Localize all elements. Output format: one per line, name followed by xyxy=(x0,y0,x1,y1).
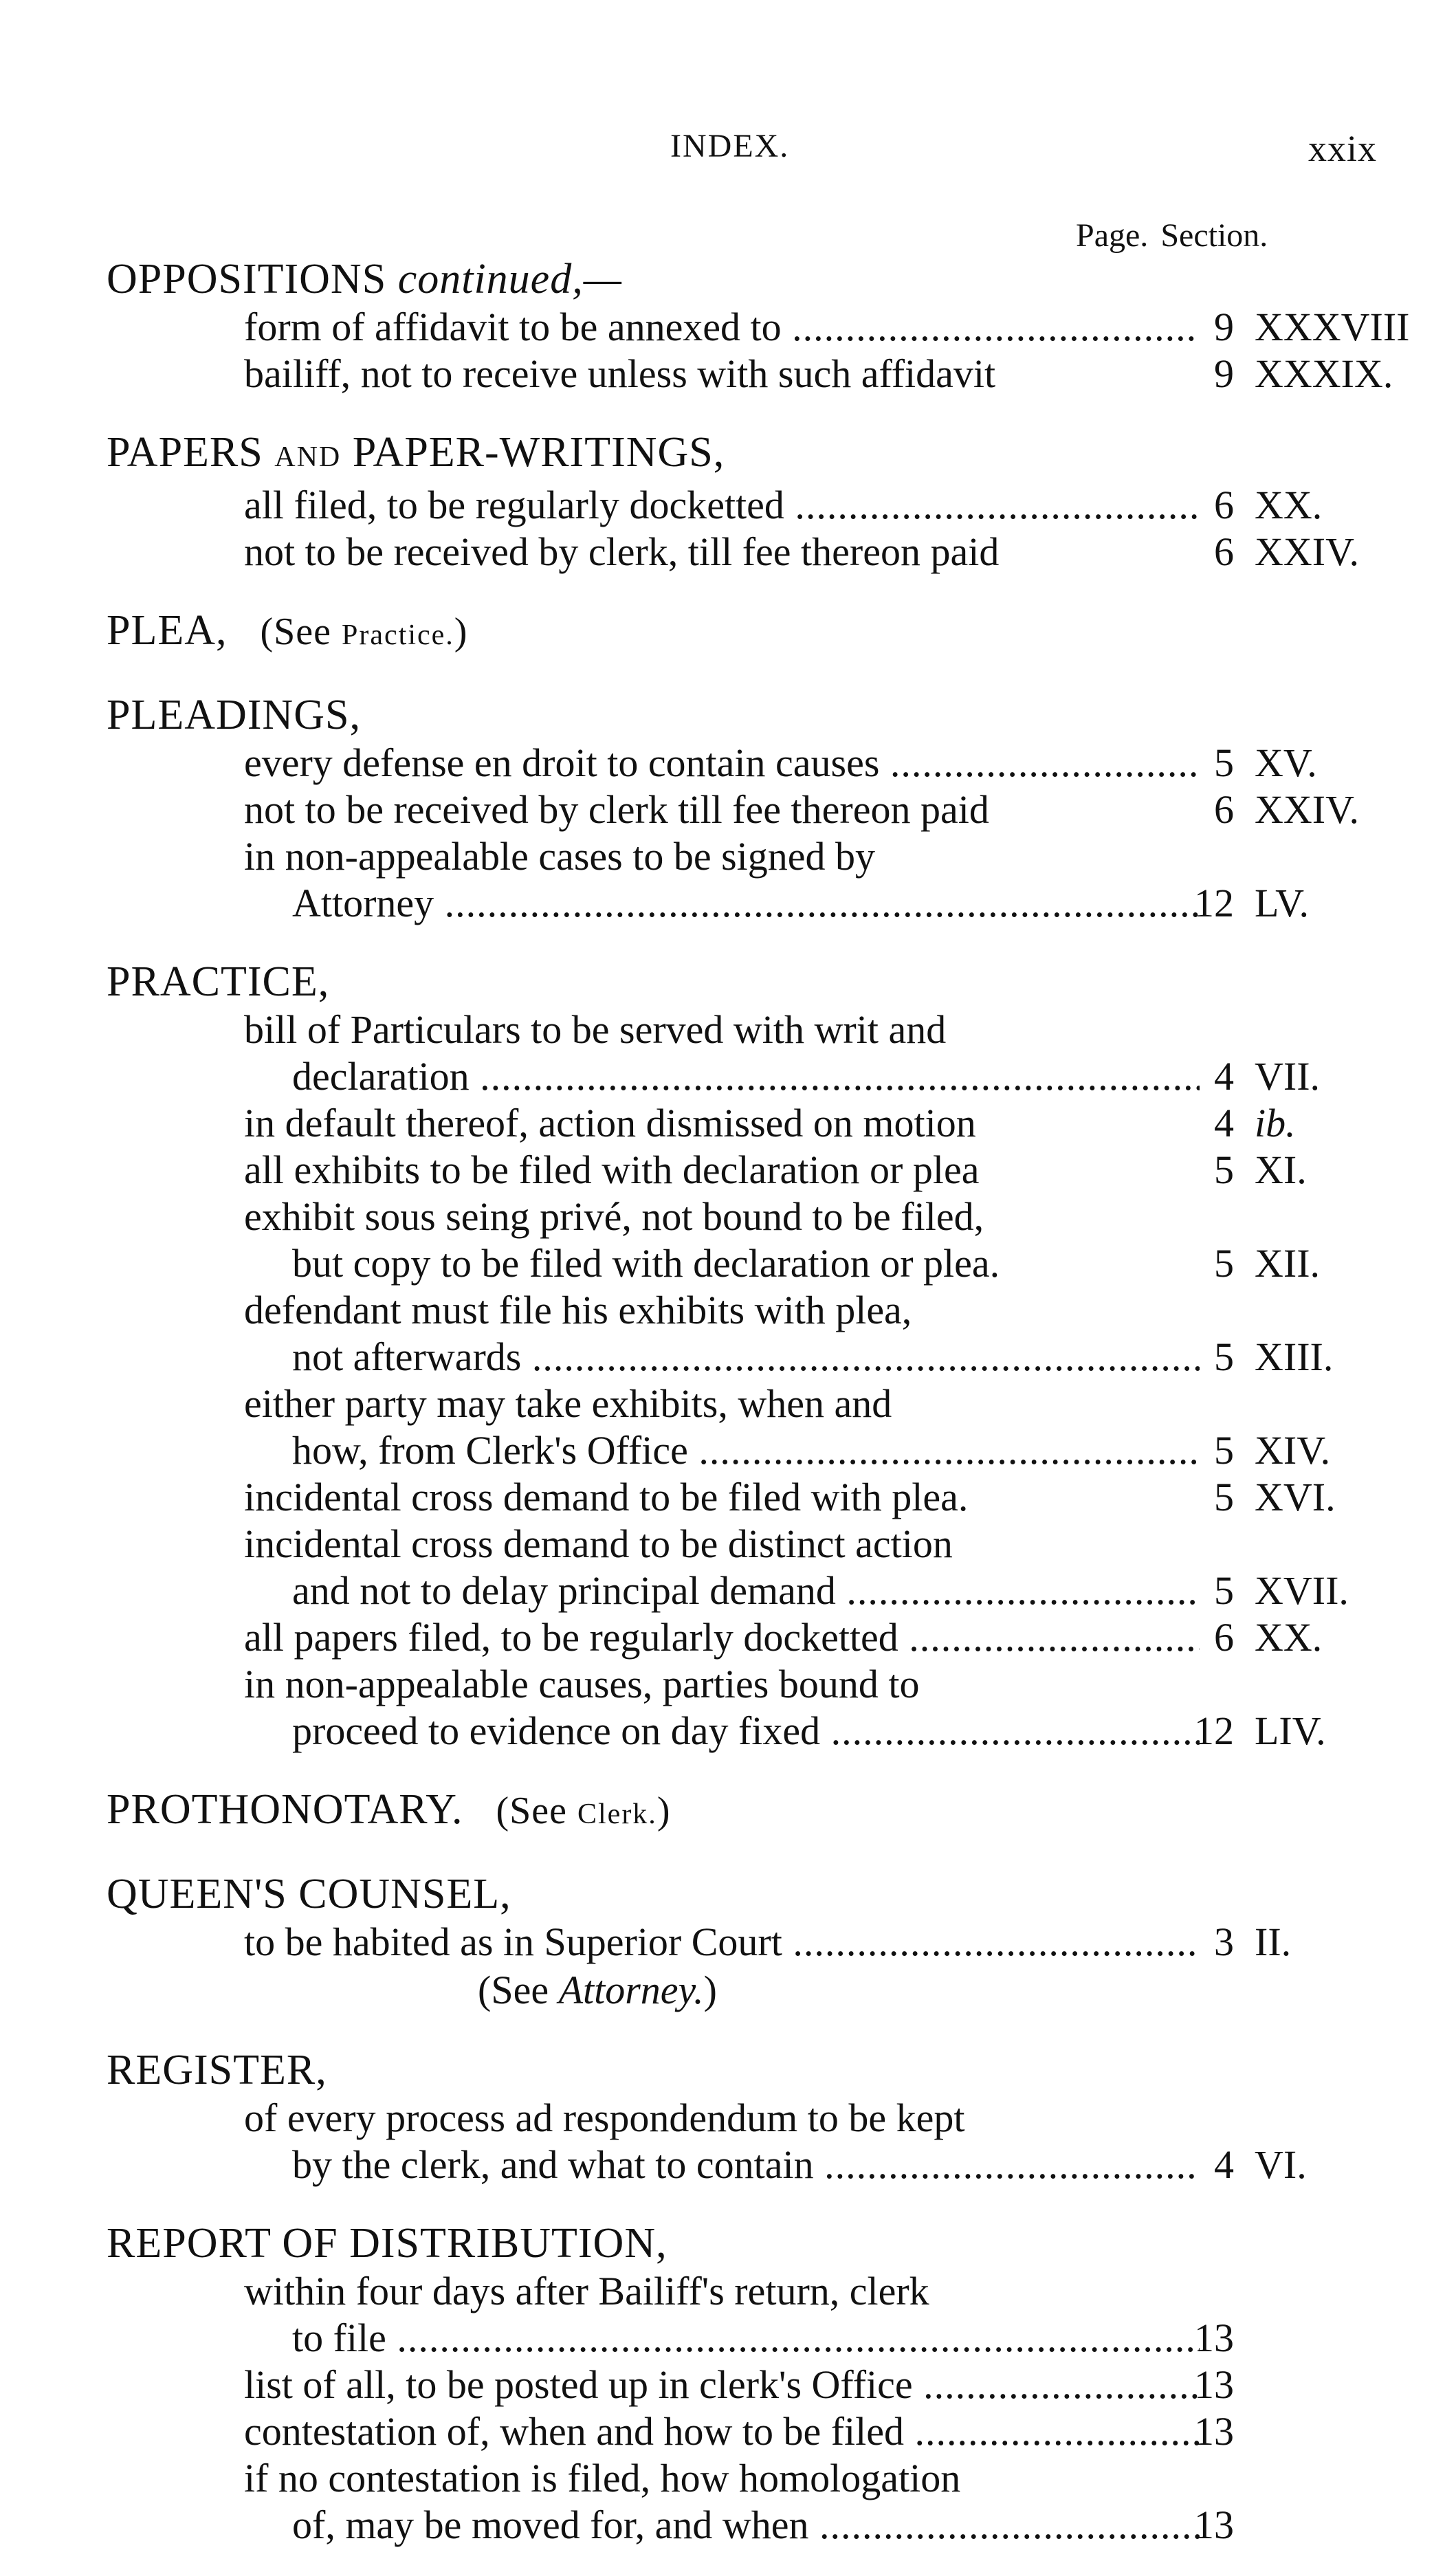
entry-page-number: 5 xyxy=(1214,1475,1234,1519)
see-close: ) xyxy=(454,610,468,653)
index-heading xyxy=(107,1869,1385,1919)
entry-description: of, may be moved for, and when ..... xyxy=(292,2502,1200,2547)
heading-text: REPORT OF DISTRIBUTION, xyxy=(107,2220,668,2267)
index-entry xyxy=(107,1100,1385,1147)
entry-page-number: 13 xyxy=(1194,2362,1234,2407)
entry-description: all exhibits to be filed with declaration or plea xyxy=(244,1147,980,1192)
entry-description: by the clerk, and what to contain ..... xyxy=(292,2142,1200,2187)
entry-text xyxy=(292,1708,1200,1754)
entry-page-number: 6 xyxy=(1214,787,1234,832)
index-entry xyxy=(107,1521,1385,1568)
entry-text xyxy=(244,1661,1200,1708)
entry-section-number: XIV. xyxy=(1255,1428,1331,1473)
index-entry xyxy=(107,1147,1385,1194)
entry-description: and not to delay principal demand ..... xyxy=(292,1568,1200,1613)
entry-description: all papers filed, to be regularly docketted ..... xyxy=(244,1615,1200,1660)
entry-section-number: II. xyxy=(1255,1920,1292,1964)
index-entry xyxy=(107,786,1385,833)
entry-text xyxy=(292,1053,1200,1100)
entry-text xyxy=(292,2315,1200,2362)
index-entry xyxy=(107,2362,1385,2408)
entry-text xyxy=(244,1521,1200,1568)
entry-description: to file ..... xyxy=(292,2316,1200,2360)
see-target: Clerk. xyxy=(577,1798,657,1830)
entry-description: list of all, to be posted up in clerk's Office ..... xyxy=(244,2362,1200,2407)
index-heading xyxy=(107,2219,1385,2268)
heading-text: REGISTER, xyxy=(107,2047,327,2093)
entry-section-number: XX. xyxy=(1255,483,1323,527)
entry-text xyxy=(292,2142,1200,2188)
entry-text xyxy=(244,1194,1200,1240)
index-entry xyxy=(107,2455,1385,2502)
entry-description: to be habited as in Superior Court ..... xyxy=(244,1920,1200,1964)
see-reference xyxy=(478,1966,717,2015)
entry-description: how, from Clerk's Office ..... xyxy=(292,1428,1200,1473)
index-entry xyxy=(107,1568,1385,1614)
entry-page-number: 6 xyxy=(1214,529,1234,574)
entry-description: of every process ad respondendum to be kept xyxy=(244,2096,965,2140)
entry-section-number: XXIV. xyxy=(1255,529,1359,574)
entry-description: declaration ..... xyxy=(292,1054,1200,1099)
index-entry xyxy=(107,833,1385,880)
heading-text: PLEA, xyxy=(107,607,228,654)
heading-text-2: PAPER-WRITINGS, xyxy=(352,429,725,476)
index-entry xyxy=(107,1708,1385,1754)
index-entry xyxy=(107,740,1385,786)
entry-text xyxy=(292,1427,1200,1474)
entry-description: contestation of, when and how to be filed ..... xyxy=(244,2409,1200,2454)
index-entry xyxy=(107,2502,1385,2549)
entry-description: Attorney ..... xyxy=(292,881,1200,925)
index-entries xyxy=(107,254,1410,2549)
running-head xyxy=(0,127,1456,175)
entry-section-number: XX. xyxy=(1255,1615,1323,1660)
entry-text xyxy=(244,786,1200,833)
index-entry xyxy=(107,2095,1385,2142)
entry-page-number: 5 xyxy=(1214,1428,1234,1473)
entry-description: within four days after Bailiff's return, clerk xyxy=(244,2269,929,2313)
entry-page-number: 12 xyxy=(1194,881,1234,925)
see-reference xyxy=(485,1790,670,1832)
entry-text xyxy=(292,2502,1200,2549)
heading-text: PAPERS xyxy=(107,429,263,476)
entry-text xyxy=(244,351,1200,397)
column-headers xyxy=(1076,217,1280,254)
entry-page-number: 9 xyxy=(1214,351,1234,396)
entry-text xyxy=(244,304,1200,351)
index-entry xyxy=(107,1427,1385,1474)
index-entry xyxy=(107,1380,1385,1427)
see-reference-line xyxy=(107,1966,1385,2015)
index-entry xyxy=(107,529,1385,575)
spacer xyxy=(107,660,1385,690)
index-heading xyxy=(107,254,1385,304)
index-heading xyxy=(107,2045,1385,2095)
index-entry xyxy=(107,2142,1385,2188)
entry-description: but copy to be filed with declaration or plea. xyxy=(292,1241,1000,1286)
index-heading xyxy=(107,1785,1385,1839)
entry-section-number: XVI. xyxy=(1255,1475,1336,1519)
see-close: ) xyxy=(703,1968,717,2012)
entry-description: either party may take exhibits, when and xyxy=(244,1381,892,1426)
entry-section-number: ib. xyxy=(1255,1101,1296,1145)
heading-text: PROTHONOTARY. xyxy=(107,1786,463,1833)
page-folio: xxix xyxy=(1308,128,1377,169)
entry-description: incidental cross demand to be filed with plea. xyxy=(244,1475,969,1519)
entry-description: every defense en droit to contain causes ..... xyxy=(244,740,1200,785)
spacer xyxy=(107,575,1385,606)
entry-page-number: 13 xyxy=(1194,2409,1234,2454)
entry-section-number: XI. xyxy=(1255,1147,1307,1192)
see-close: ) xyxy=(657,1790,671,1832)
entry-page-number: 5 xyxy=(1214,1241,1234,1286)
index-entry xyxy=(107,2315,1385,2362)
index-entry xyxy=(107,2268,1385,2315)
entry-section-number: LV. xyxy=(1255,881,1310,925)
entry-text xyxy=(244,1006,1200,1053)
entry-text xyxy=(244,482,1200,529)
entry-section-number: XXIV. xyxy=(1255,787,1359,832)
spacer xyxy=(107,397,1385,428)
entry-text xyxy=(244,1614,1200,1661)
index-entry xyxy=(107,1614,1385,1661)
entry-text xyxy=(292,1568,1200,1614)
index-entry xyxy=(107,1287,1385,1334)
entry-text xyxy=(292,1334,1200,1380)
entry-page-number: 5 xyxy=(1214,740,1234,785)
entry-text xyxy=(244,1147,1200,1194)
entry-page-number: 4 xyxy=(1214,1101,1234,1145)
index-heading xyxy=(107,690,1385,740)
entry-section-number: LIV. xyxy=(1255,1708,1326,1753)
heading-text: QUEEN'S COUNSEL, xyxy=(107,1871,511,1917)
entry-text xyxy=(292,880,1200,927)
heading-text: PLEADINGS, xyxy=(107,692,361,738)
entry-text xyxy=(244,2455,1200,2502)
entry-text xyxy=(244,1100,1200,1147)
index-entry xyxy=(107,1919,1385,1966)
entry-page-number: 4 xyxy=(1214,2142,1234,2187)
entry-text xyxy=(244,2362,1200,2408)
entry-text xyxy=(244,833,1200,880)
entry-description: incidental cross demand to be distinct action xyxy=(244,1521,953,1566)
entry-description: in non-appealable causes, parties bound to xyxy=(244,1662,920,1706)
see-open: (See xyxy=(496,1790,577,1832)
heading-text: PRACTICE, xyxy=(107,958,330,1005)
entry-page-number: 5 xyxy=(1214,1568,1234,1613)
entry-text xyxy=(244,529,1200,575)
entry-page-number: 5 xyxy=(1214,1334,1234,1379)
entry-page-number: 12 xyxy=(1194,1708,1234,1753)
index-entry xyxy=(107,1053,1385,1100)
entry-page-number: 6 xyxy=(1214,1615,1234,1660)
index-entry xyxy=(107,880,1385,927)
index-entry xyxy=(107,351,1393,397)
entry-description: not to be received by clerk till fee thereon paid xyxy=(244,787,989,832)
entry-description: in default thereof, action dismissed on motion xyxy=(244,1101,976,1145)
index-heading xyxy=(107,428,1385,482)
heading-text: OPPOSITIONS xyxy=(107,256,387,302)
index-heading xyxy=(107,957,1385,1006)
entry-page-number: 4 xyxy=(1214,1054,1234,1099)
entry-description: in non-appealable cases to be signed by xyxy=(244,834,876,879)
see-target: Practice. xyxy=(342,619,454,651)
running-title: INDEX. xyxy=(670,128,790,164)
entry-page-number: 9 xyxy=(1214,305,1234,349)
entry-page-number: 5 xyxy=(1214,1147,1234,1192)
entry-text xyxy=(244,1919,1200,1966)
heading-continued: continued,— xyxy=(397,256,622,302)
section-column-header: Section. xyxy=(1160,217,1268,254)
entry-text xyxy=(244,740,1200,786)
entry-text xyxy=(244,2408,1200,2455)
index-heading xyxy=(107,606,1385,660)
entry-text xyxy=(244,2268,1200,2315)
index-entry xyxy=(107,2408,1385,2455)
spacer xyxy=(107,1754,1385,1785)
entry-page-number: 13 xyxy=(1194,2502,1234,2547)
entry-description: all filed, to be regularly docketted ..... xyxy=(244,483,1200,527)
entry-page-number: 3 xyxy=(1214,1920,1234,1964)
entry-section-number: XXXVIII xyxy=(1255,305,1410,349)
index-entry xyxy=(107,482,1385,529)
entry-section-number: XII. xyxy=(1255,1241,1321,1286)
index-entry xyxy=(107,304,1410,351)
entry-section-number: XVII. xyxy=(1255,1568,1349,1613)
spacer xyxy=(107,2015,1385,2045)
entry-text xyxy=(244,2095,1200,2142)
see-reference xyxy=(250,610,468,653)
see-target: Attorney. xyxy=(558,1968,704,2012)
index-entry xyxy=(107,1240,1385,1287)
index-entry xyxy=(107,1474,1385,1521)
entry-text xyxy=(292,1240,1200,1287)
entry-text xyxy=(244,1287,1200,1334)
entry-section-number: VII. xyxy=(1255,1054,1321,1099)
entry-description: bailiff, not to receive unless with such affidavit xyxy=(244,351,996,396)
entry-description: form of affidavit to be annexed to ..... xyxy=(244,305,1200,349)
index-entry xyxy=(107,1661,1385,1708)
entry-description: not to be received by clerk, till fee thereon paid xyxy=(244,529,1000,574)
entry-description: exhibit sous seing privé, not bound to be filed, xyxy=(244,1194,984,1239)
see-open: (See xyxy=(260,610,342,653)
entry-text xyxy=(244,1380,1200,1427)
entry-page-number: 6 xyxy=(1214,483,1234,527)
entry-description: if no contestation is filed, how homologation xyxy=(244,2456,961,2500)
entry-section-number: XV. xyxy=(1255,740,1317,785)
index-entry xyxy=(107,1334,1385,1380)
entry-description: bill of Particulars to be served with writ and xyxy=(244,1007,947,1052)
entry-page-number: 13 xyxy=(1194,2316,1234,2360)
spacer xyxy=(107,927,1385,957)
entry-section-number: XIII. xyxy=(1255,1334,1334,1379)
page-column-header: Page. xyxy=(1076,217,1149,254)
spacer xyxy=(107,2188,1385,2219)
see-open: (See xyxy=(478,1968,559,2012)
entry-description: not afterwards ..... xyxy=(292,1334,1200,1379)
entry-text xyxy=(244,1474,1200,1521)
entry-description: proceed to evidence on day fixed ..... xyxy=(292,1708,1200,1753)
spacer xyxy=(107,1839,1385,1869)
index-entry xyxy=(107,1194,1385,1240)
entry-section-number: XXXIX. xyxy=(1255,351,1393,396)
index-entry xyxy=(107,1006,1385,1053)
entry-description: defendant must file his exhibits with plea, xyxy=(244,1288,912,1332)
entry-section-number: VI. xyxy=(1255,2142,1307,2187)
heading-small-caps: AND xyxy=(274,441,342,473)
